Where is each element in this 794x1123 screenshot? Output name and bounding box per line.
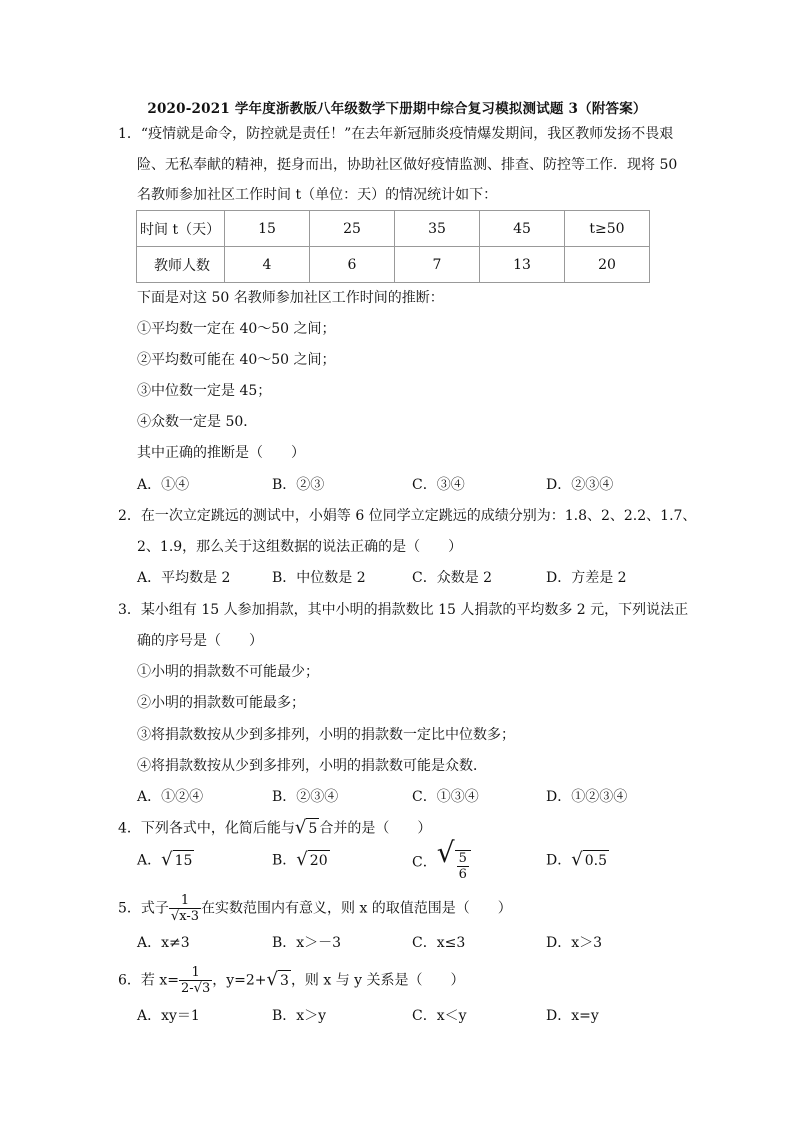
q4-line-1: 4．下列各式中，化简后能与√ 5 合并的是（ ）: [118, 817, 432, 838]
table-header-time: 时间 t（天）: [137, 211, 225, 247]
q3-number: 3．: [118, 602, 141, 618]
table-cell: 35: [395, 211, 480, 247]
page-title: 2020-2021 学年度浙教版八年级数学下册期中综合复习模拟测试题 3（附答案）: [147, 101, 647, 117]
q1-option-d[interactable]: D．②③④: [546, 477, 614, 493]
q1-option-c[interactable]: C．③④: [412, 477, 465, 493]
q4-option-c[interactable]: C．√ $\frac{5}{6}$: [412, 843, 471, 882]
q5-fraction: $\frac{1}{√x-3}$: [170, 893, 199, 924]
q5-option-d[interactable]: D．x＞3: [546, 935, 603, 951]
q1-line-2: 险、无私奉献的精神，挺身而出，协助社区做好疫情监测、排查、防控等工作．现将 50: [137, 157, 678, 173]
q1-statement-4: ④众数一定是 50．: [137, 414, 258, 430]
q6-option-c[interactable]: C．x＜y: [412, 1008, 467, 1024]
q4-number: 4．: [118, 820, 141, 837]
table-cell: 45: [480, 211, 565, 247]
q5-line-1: 5．式子 $\frac{1}{√x-3}$ 在实数范围内有意义，则 x 的取值范围是（ ）: [118, 893, 512, 924]
q1-intro: 下面是对这 50 名教师参加社区工作时间的推断：: [137, 290, 444, 306]
q6-option-a[interactable]: A．xy＝1: [137, 1008, 200, 1024]
q1-line-3: 名教师参加社区工作时间 t（单位：天）的情况统计如下：: [137, 187, 498, 203]
q6-fraction: $\frac{1}{2-√3}$: [181, 965, 211, 996]
table-cell: t≥50: [565, 211, 650, 247]
q1-option-b[interactable]: B．②③: [272, 477, 325, 493]
q3-option-b[interactable]: B．②③④: [272, 789, 339, 805]
q5-number: 5．: [118, 900, 141, 917]
q1-data-table: [136, 210, 650, 283]
q6-line-1: 6．若 x= $\frac{1}{2-√3}$ ，y=2+√ 3 ，则 x 与 y 关系是（ ）: [118, 965, 465, 996]
q2-line-1: 2．在一次立定跳远的测试中，小娟等 6 位同学立定跳远的成绩分别为：1.8、2、2.2、1.7、: [118, 508, 697, 524]
q3-option-c[interactable]: C．①③④: [412, 789, 479, 805]
q1-statement-3: ③中位数一定是 45；: [137, 383, 272, 399]
table-cell: 15: [225, 211, 310, 247]
q3-statement-2: ②小明的捐款数可能最多；: [137, 695, 305, 711]
q2-option-a[interactable]: A．平均数是 2: [137, 570, 231, 586]
table-cell: 4: [225, 247, 310, 283]
q1-statement-1: ①平均数一定在 40～50 之间；: [137, 321, 336, 337]
q1-option-a[interactable]: A．①④: [137, 477, 190, 493]
q6-option-d[interactable]: D．x=y: [546, 1008, 599, 1024]
q1-number: 1．: [118, 126, 141, 142]
table-row: [137, 211, 650, 247]
q2-option-d[interactable]: D．方差是 2: [546, 570, 627, 586]
q3-statement-1: ①小明的捐款数不可能最少；: [137, 664, 319, 680]
q5-option-a[interactable]: A．x≠3: [137, 935, 190, 951]
q2-line-2: 2、1.9，那么关于这组数据的说法正确的是（ ）: [137, 539, 463, 555]
q4-option-d[interactable]: D．√ 0.5: [546, 849, 607, 870]
q4-option-a[interactable]: A．√ 15: [137, 849, 193, 870]
table-cell: 25: [310, 211, 395, 247]
q2-number: 2．: [118, 508, 141, 524]
q6-option-b[interactable]: B．x＞y: [272, 1008, 327, 1024]
table-header-count: 教师人数: [137, 247, 225, 283]
q2-option-c[interactable]: C．众数是 2: [412, 570, 493, 586]
q3-line-2: 确的序号是（ ）: [137, 633, 263, 649]
table-cell: 6: [310, 247, 395, 283]
q2-option-b[interactable]: B．中位数是 2: [272, 570, 366, 586]
q5-option-b[interactable]: B．x＞－3: [272, 935, 342, 951]
table-cell: 20: [565, 247, 650, 283]
q3-statement-3: ③将捐款数按从少到多排列，小明的捐款数一定比中位数多；: [137, 727, 515, 743]
q1-question: 其中正确的推断是（ ）: [137, 445, 305, 461]
sqrt-5: √ 5: [294, 817, 318, 838]
table-cell: 13: [480, 247, 565, 283]
table-row: [137, 247, 650, 283]
q4-option-b[interactable]: B．√ 20: [272, 849, 328, 870]
table-cell: 7: [395, 247, 480, 283]
q6-number: 6．: [118, 972, 141, 989]
q3-option-d[interactable]: D．①②③④: [546, 789, 628, 805]
q3-option-a[interactable]: A．①②④: [137, 789, 204, 805]
q3-line-1: 3．某小组有 15 人参加捐款，其中小明的捐款数比 15 人捐款的平均数多 2 元，下列说法正: [118, 602, 689, 618]
q1-line-1: 1．“疫情就是命令，防控就是责任！”在去年新冠肺炎疫情爆发期间，我区教师发扬不畏艰: [118, 126, 674, 142]
q5-option-c[interactable]: C．x≤3: [412, 935, 466, 951]
q1-statement-2: ②平均数可能在 40～50 之间；: [137, 352, 336, 368]
q3-statement-4: ④将捐款数按从少到多排列，小明的捐款数可能是众数．: [137, 758, 487, 774]
